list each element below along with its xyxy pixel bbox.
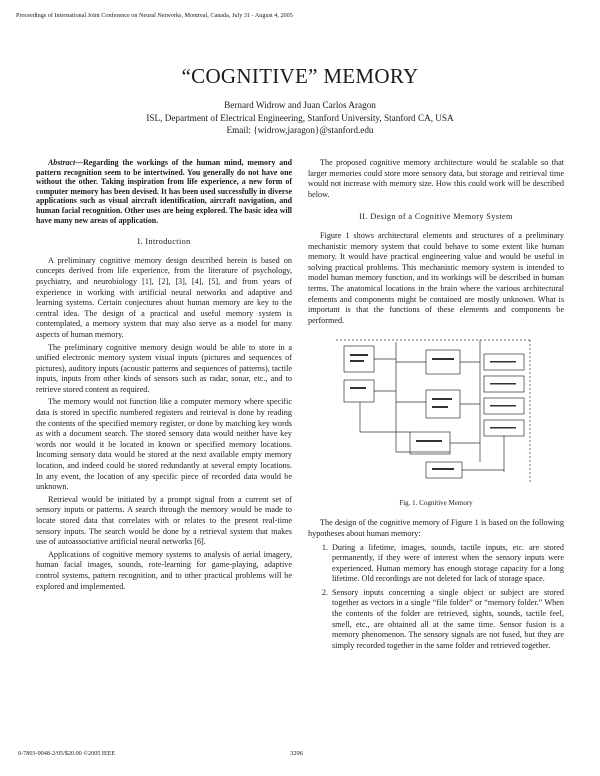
hypothesis-item: 2. Sensory inputs concerning a single object or subject are stored together as vectors in a single “file folder” or “memory folder.” When the contents of the folder are retrieved, sights, sounds, tactile feel, smell, etc., are obtained all at the same time. Sensor fusion is a memory phenomenon. The sensory signals are not fused, but they are simply recorded together in the same folder and retrieved together. xyxy=(330,588,564,652)
copyright-footer: 0-7803-9048-2/05/$20.00 ©2005 IEEE xyxy=(18,750,116,757)
abstract xyxy=(36,158,292,225)
hypothesis-item: 1. During a lifetime, images, sounds, tactile inputs, etc. are stored permanently, if they were of interest when the sensory inputs were experienced. Human memory has enough storage capacity for a long lifetime. Old recordings are not deleted for lack of storage space. xyxy=(330,543,564,585)
figure-caption: Fig. 1. Cognitive Memory xyxy=(399,499,473,508)
sensor-block xyxy=(344,346,374,372)
hypotheses-intro: The design of the cognitive memory of Figure 1 is based on the following hypotheses about human memory: xyxy=(308,518,564,538)
intro-paragraph: The preliminary cognitive memory design would be able to store in a unified electronic memory system visual inputs (pictures and sequences of pictures), auditory inputs (acoustic patterns and sequences of patterns), tactile inputs, inputs from other kinds of sensors such as radar, sonar, etc., and to retrieve stored content as required. xyxy=(36,342,292,394)
right-column xyxy=(308,158,564,654)
author-affiliation: ISL, Department of Electrical Engineering, Stanford University, Stanford CA, USA xyxy=(146,112,454,123)
intro-paragraph: A preliminary cognitive memory design described herein is based on concepts derived from life experience, from the literature of psychology, psychiatry, and neurobiology [1], [2], [3], [4], [5], and from years of experience in working with artificial neural networks and adaptive and learning systems. Certain conjectures about human memory are key to the central idea. The design of a practical and useful memory system is contemplated, a memory system that may also serve as a model for many aspects of human memory. xyxy=(36,255,292,339)
abstract-label: Abstract xyxy=(48,158,76,167)
author-block xyxy=(0,99,600,137)
author-names: Bernard Widrow and Juan Carlos Aragon xyxy=(224,100,376,110)
figure-1 xyxy=(308,332,564,518)
sensor-block xyxy=(344,380,374,402)
section-heading-design: II. Design of a Cognitive Memory System xyxy=(359,212,513,222)
intro-paragraph: Applications of cognitive memory systems to analysis of aerial imagery, human facial images, sounds, rote-learning for game-playing, adaptive control systems, pattern recognition, and to other practical problems will be explored and implemented. xyxy=(36,549,292,591)
intro-paragraph: The memory would not function like a computer memory where specific data is stored in specific numbered registers and retrieval is done by reading the contents of the specified memory register, or done by matching key words as with a document search. The stored sensory data would neither have key words nor would it be located in known or specified memory locations. Incoming sensory data would be stored at the next available empty memory location, and indeed could be stored redundantly at several empty locations. In any event, the location of any specific piece of recorded data would be unknown. xyxy=(36,397,292,492)
proceedings-header: Proceedings of International Joint Conference on Neural Networks, Montreal, Canada, July 31 - August 4, 2005 xyxy=(16,12,293,19)
abstract-text: —Regarding the workings of the human mind, memory and pattern recognition seem to be intertwined. You generally do not have one without the other. Taking inspiration from life experience, a new form of computer memory has been devised. It has been used successfully in diverse applications such as visual aircraft identification, aircraft navigation, and human facial recognition. Other uses are being explored. The basic idea will have many new areas of application. xyxy=(36,158,292,225)
intro-paragraph: Retrieval would be initiated by a prompt signal from a current set of sensory inputs or patterns. A search through the memory would be made to locate stored data that correlates with or relates to the present real-time sensory inputs. The search would be done by a retrieval system that makes use of autoassociative artificial neural networks [6]. xyxy=(36,494,292,547)
left-column xyxy=(36,158,292,594)
hypotheses-list xyxy=(308,543,564,652)
scalability-paragraph: The proposed cognitive memory architecture would be scalable so that larger memories could store more sensory data, but storage and retrieval time would not increase with memory size. How this could work will be described below. xyxy=(308,158,564,199)
author-email: Email: {widrow,jaragon}@stanford.edu xyxy=(226,125,374,135)
design-paragraph: Figure 1 shows architectural elements and structures of a preliminary mechanistic memory system that could behave to some extent like human memory. It would have practical engineering value and would be useful in solving practical problems. This mechanistic memory system is intended to model human memory function, and its workings will be described in human terms. The anatomical locations in the brain where the various architectural elements and components might be contained are mostly unknown. What is important is that the functions of these elements and components be performed. xyxy=(308,230,564,325)
page-number: 3296 xyxy=(290,750,303,757)
paper-title: “COGNITIVE” MEMORY xyxy=(181,64,419,88)
section-heading-introduction: I. Introduction xyxy=(137,237,191,247)
buffer-block xyxy=(426,390,460,418)
retrieval-block xyxy=(410,432,450,454)
buffer-block xyxy=(426,350,460,374)
cognitive-memory-diagram xyxy=(330,332,540,492)
